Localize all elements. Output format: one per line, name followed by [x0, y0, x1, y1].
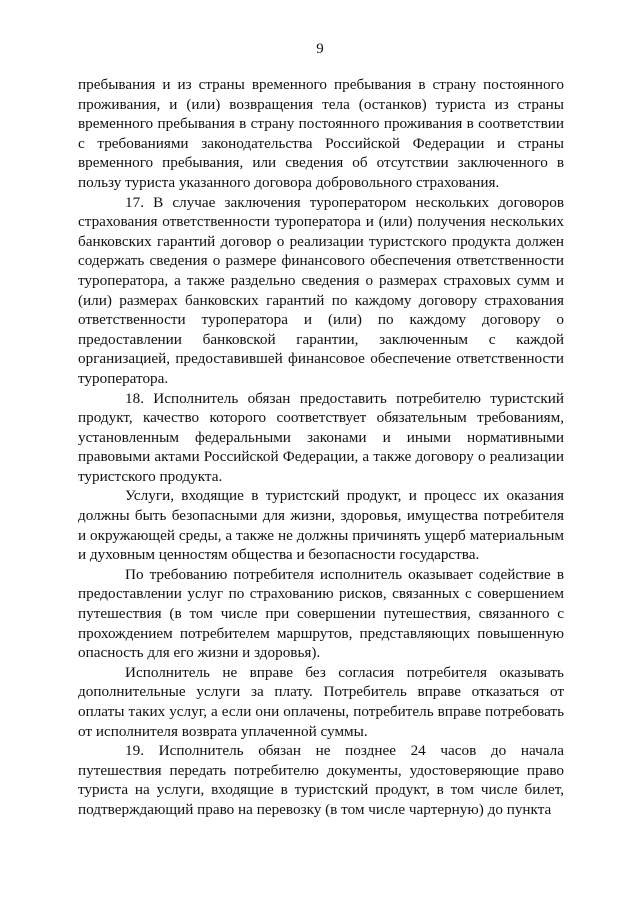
page-number: 9: [316, 41, 324, 57]
document-body: [78, 75, 564, 820]
paragraph-item-19: 19. Исполнитель обязан не позднее 24 часов до начала путешествия передать потребителю документы, удостоверяющие право туриста на услуги, входящие в туристский продукт, в том числе билет, подтверждающий право на перевозку (в том числе чартерную) до пункта: [78, 742, 564, 818]
paragraph-item-18: 18. Исполнитель обязан предоставить потребителю туристский продукт, качество которого соответствует обязательным требованиям, установленным федеральными законами и иными нормативными правовыми актами Российской Федерации, а также договору о реализации туристского продукта.: [78, 389, 564, 485]
paragraph-continuation: пребывания и из страны временного пребывания в страну постоянного проживания, и (или) возвращения тела (останков) туриста из страны временного пребывания в страну постоянного проживания в соответствии с требованиями законодательства Российской Федерации и страны временного пребывания, или сведения об отсутствии заключенного в пользу туриста указанного договора добровольного страхования.: [78, 76, 564, 191]
paragraph-item-17: 17. В случае заключения туроператором нескольких договоров страхования ответственности туроператора и (или) получения нескольких банковских гарантий договор о реализации туристского продукта должен содержать сведения о размере финансового обеспечения ответственности туроператора, а также раздельно сведения о размерах страховых сумм и (или) размерах банковских гарантий по каждому договору страхования ответственности туроператора и (или) по каждому договору о предоставлении банковской гарантии, заключенным с каждой организацией, предоставившей финансовое обеспечение ответственности туроператора.: [78, 193, 564, 387]
paragraph-services-safety: Услуги, входящие в туристский продукт, и процесс их оказания должны быть безопасными для жизни, здоровья, имущества потребителя и окружающей среды, а также не должны причинять ущерб материальным и духовным ценностям общества и безопасности государства.: [78, 487, 564, 564]
paragraph-insurance-assistance: По требованию потребителя исполнитель оказывает содействие в предоставлении услуг по страхованию рисков, связанных с совершением путешествия (в том числе при совершении путешествия, связанного с прохождением потребителем маршрутов, представляющих повышенную опасность для его жизни и здоровья).: [78, 565, 564, 662]
paragraph-additional-services: Исполнитель не вправе без согласия потребителя оказывать дополнительные услуги за плату. Потребитель вправе отказаться от оплаты таких услуг, а если они оплачены, потребитель вправе потребовать от исполнителя возврата уплаченной суммы.: [78, 663, 564, 740]
